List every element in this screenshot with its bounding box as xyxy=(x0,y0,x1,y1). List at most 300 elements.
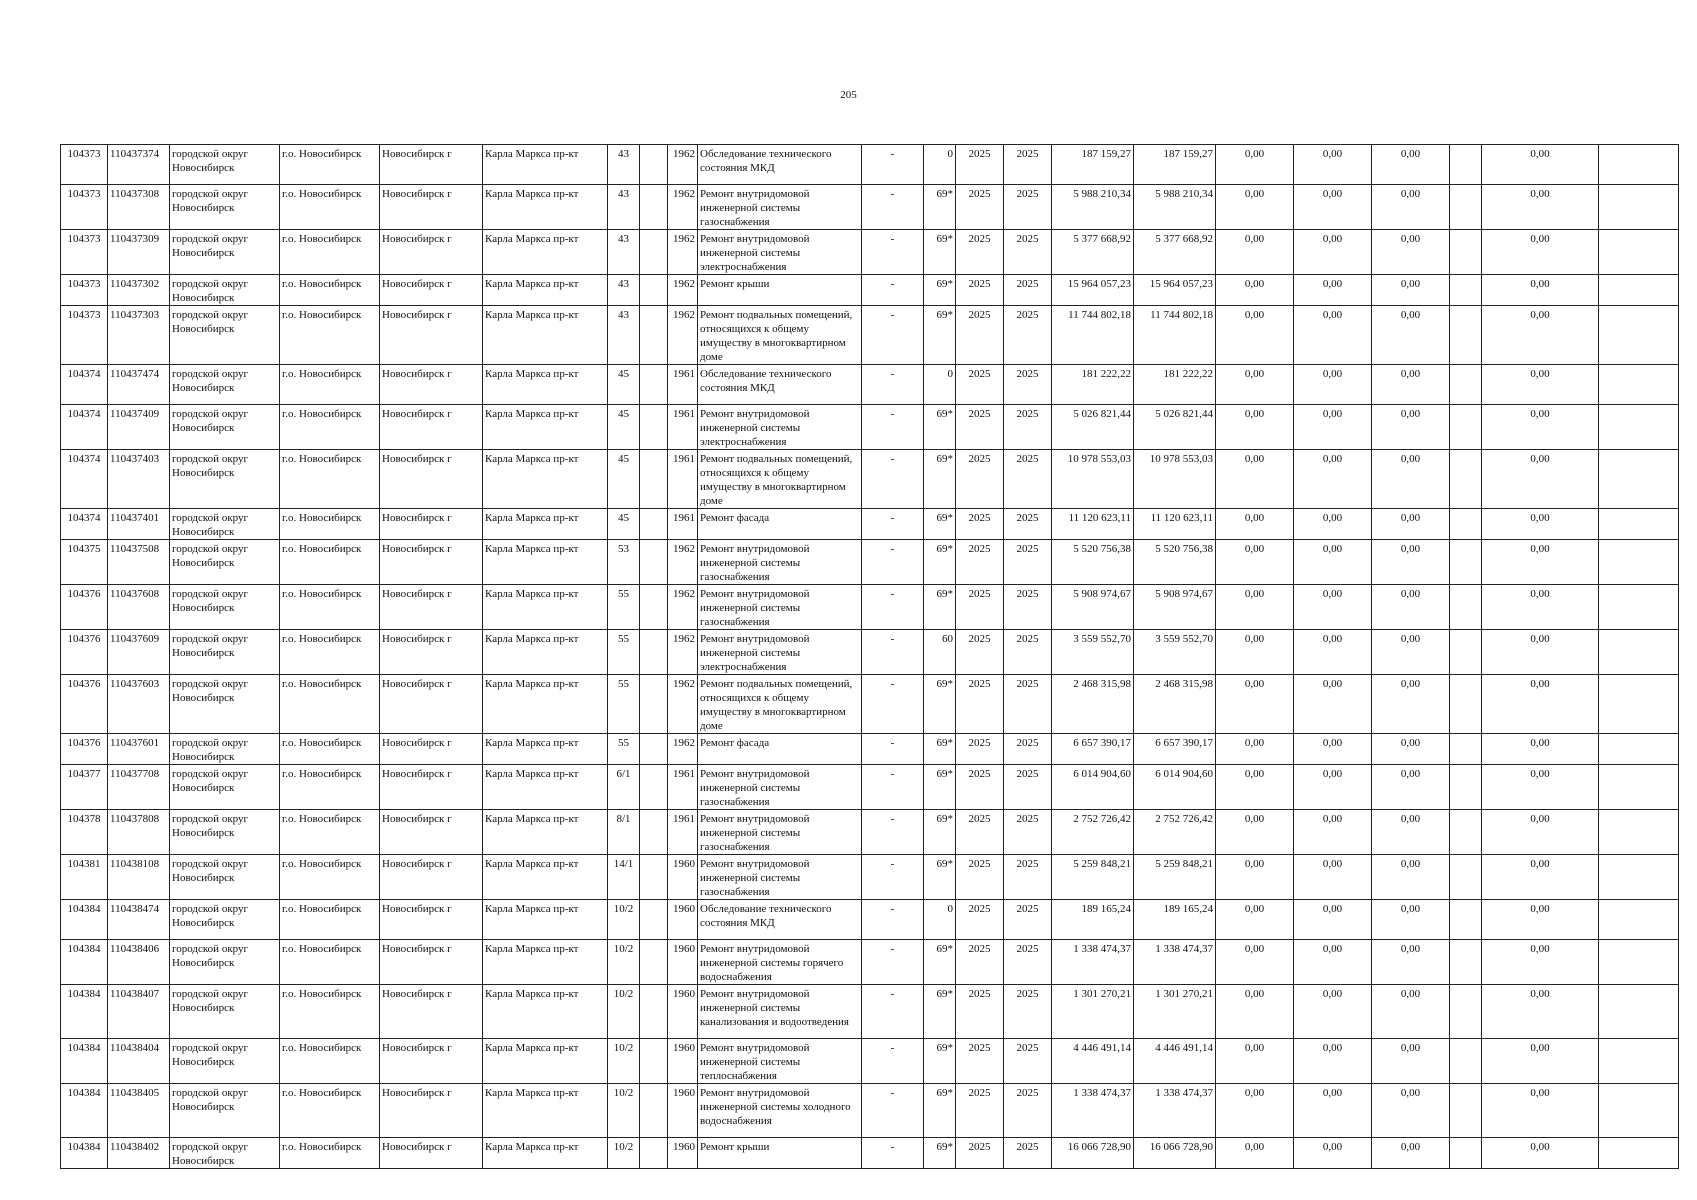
table-row xyxy=(61,1138,1679,1169)
work-type-cell: Обследование технического состояния МКД xyxy=(698,145,862,185)
work-code-cell: 110437601 xyxy=(108,734,170,765)
table-row xyxy=(61,985,1679,1039)
plan-year-start-cell: 2025 xyxy=(956,405,1004,450)
dash-cell: - xyxy=(862,855,924,900)
plan-year-start-cell: 2025 xyxy=(956,230,1004,275)
city-cell: Новосибирск г xyxy=(380,275,483,306)
source-4-cell: 0,00 xyxy=(1372,1084,1450,1138)
plan-year-start-cell: 2025 xyxy=(956,810,1004,855)
source-5-cell xyxy=(1450,675,1482,734)
dash-cell: - xyxy=(862,765,924,810)
source-4-cell: 0,00 xyxy=(1372,275,1450,306)
dash-cell: - xyxy=(862,734,924,765)
total-cost-cell: 2 752 726,42 xyxy=(1052,810,1134,855)
building-cell xyxy=(640,585,668,630)
plan-year-end-cell: 2025 xyxy=(1004,185,1052,230)
build-year-cell: 1962 xyxy=(668,275,698,306)
building-cell xyxy=(640,765,668,810)
source-7-cell xyxy=(1599,630,1679,675)
work-type-cell: Ремонт внутридомовой инженерной системы электроснабжения xyxy=(698,405,862,450)
source-4-cell: 0,00 xyxy=(1372,765,1450,810)
plan-year-start-cell: 2025 xyxy=(956,940,1004,985)
source-4-cell: 0,00 xyxy=(1372,675,1450,734)
building-cell xyxy=(640,1084,668,1138)
house-number-cell: 10/2 xyxy=(608,985,640,1039)
work-type-cell: Ремонт крыши xyxy=(698,275,862,306)
page-number: 205 xyxy=(840,89,857,101)
regional-fund-cell: 4 446 491,14 xyxy=(1134,1039,1216,1084)
source-2-cell: 0,00 xyxy=(1216,810,1294,855)
district-cell: г.о. Новосибирск xyxy=(280,230,380,275)
record-id-cell: 104377 xyxy=(61,765,108,810)
source-4-cell: 0,00 xyxy=(1372,1138,1450,1169)
table-row xyxy=(61,306,1679,365)
total-cost-cell: 1 338 474,37 xyxy=(1052,940,1134,985)
district-cell: г.о. Новосибирск xyxy=(280,1084,380,1138)
regional-fund-cell: 15 964 057,23 xyxy=(1134,275,1216,306)
build-year-cell: 1960 xyxy=(668,985,698,1039)
total-cost-cell: 6 657 390,17 xyxy=(1052,734,1134,765)
total-cost-cell: 187 159,27 xyxy=(1052,145,1134,185)
source-3-cell: 0,00 xyxy=(1294,985,1372,1039)
work-code-cell: 110438404 xyxy=(108,1039,170,1084)
source-5-cell xyxy=(1450,765,1482,810)
source-7-cell xyxy=(1599,985,1679,1039)
regional-fund-cell: 1 301 270,21 xyxy=(1134,985,1216,1039)
source-2-cell: 0,00 xyxy=(1216,985,1294,1039)
total-cost-cell: 5 908 974,67 xyxy=(1052,585,1134,630)
source-7-cell xyxy=(1599,855,1679,900)
source-6-cell: 0,00 xyxy=(1482,985,1599,1039)
record-id-cell: 104374 xyxy=(61,509,108,540)
regional-fund-cell: 181 222,22 xyxy=(1134,365,1216,405)
table-row xyxy=(61,405,1679,450)
plan-year-start-cell: 2025 xyxy=(956,306,1004,365)
source-5-cell xyxy=(1450,405,1482,450)
street-cell: Карла Маркса пр-кт xyxy=(483,1039,608,1084)
source-5-cell xyxy=(1450,855,1482,900)
street-cell: Карла Маркса пр-кт xyxy=(483,365,608,405)
street-cell: Карла Маркса пр-кт xyxy=(483,1138,608,1169)
source-7-cell xyxy=(1599,145,1679,185)
source-3-cell: 0,00 xyxy=(1294,145,1372,185)
plan-year-end-cell: 2025 xyxy=(1004,675,1052,734)
source-7-cell xyxy=(1599,900,1679,940)
source-5-cell xyxy=(1450,540,1482,585)
plan-year-start-cell: 2025 xyxy=(956,1084,1004,1138)
source-6-cell: 0,00 xyxy=(1482,230,1599,275)
plan-year-end-cell: 2025 xyxy=(1004,630,1052,675)
source-7-cell xyxy=(1599,734,1679,765)
house-number-cell: 43 xyxy=(608,306,640,365)
wear-percent-cell: 69* xyxy=(924,1039,956,1084)
table-row xyxy=(61,675,1679,734)
table-row xyxy=(61,630,1679,675)
record-id-cell: 104378 xyxy=(61,810,108,855)
plan-year-end-cell: 2025 xyxy=(1004,940,1052,985)
work-code-cell: 110437374 xyxy=(108,145,170,185)
work-type-cell: Ремонт крыши xyxy=(698,1138,862,1169)
work-code-cell: 110437508 xyxy=(108,540,170,585)
source-5-cell xyxy=(1450,450,1482,509)
source-7-cell xyxy=(1599,306,1679,365)
source-6-cell: 0,00 xyxy=(1482,1138,1599,1169)
build-year-cell: 1962 xyxy=(668,675,698,734)
record-id-cell: 104373 xyxy=(61,275,108,306)
source-6-cell: 0,00 xyxy=(1482,306,1599,365)
regional-fund-cell: 16 066 728,90 xyxy=(1134,1138,1216,1169)
build-year-cell: 1960 xyxy=(668,1039,698,1084)
work-type-cell: Ремонт внутридомовой инженерной системы электроснабжения xyxy=(698,630,862,675)
work-type-cell: Ремонт фасада xyxy=(698,734,862,765)
city-cell: Новосибирск г xyxy=(380,1138,483,1169)
record-id-cell: 104381 xyxy=(61,855,108,900)
source-3-cell: 0,00 xyxy=(1294,275,1372,306)
source-6-cell: 0,00 xyxy=(1482,855,1599,900)
street-cell: Карла Маркса пр-кт xyxy=(483,855,608,900)
source-3-cell: 0,00 xyxy=(1294,765,1372,810)
build-year-cell: 1961 xyxy=(668,810,698,855)
city-cell: Новосибирск г xyxy=(380,230,483,275)
building-cell xyxy=(640,509,668,540)
regional-fund-cell: 10 978 553,03 xyxy=(1134,450,1216,509)
street-cell: Карла Маркса пр-кт xyxy=(483,585,608,630)
wear-percent-cell: 69* xyxy=(924,405,956,450)
dash-cell: - xyxy=(862,810,924,855)
source-3-cell: 0,00 xyxy=(1294,1084,1372,1138)
dash-cell: - xyxy=(862,230,924,275)
source-7-cell xyxy=(1599,585,1679,630)
regional-fund-cell: 1 338 474,37 xyxy=(1134,940,1216,985)
dash-cell: - xyxy=(862,185,924,230)
table-row xyxy=(61,855,1679,900)
regional-fund-cell: 5 908 974,67 xyxy=(1134,585,1216,630)
district-cell: г.о. Новосибирск xyxy=(280,734,380,765)
source-4-cell: 0,00 xyxy=(1372,306,1450,365)
city-cell: Новосибирск г xyxy=(380,900,483,940)
source-5-cell xyxy=(1450,940,1482,985)
work-code-cell: 110437303 xyxy=(108,306,170,365)
city-cell: Новосибирск г xyxy=(380,675,483,734)
work-type-cell: Ремонт подвальных помещений, относящихся к общему имуществу в многоквартирном доме xyxy=(698,306,862,365)
source-3-cell: 0,00 xyxy=(1294,306,1372,365)
district-cell: г.о. Новосибирск xyxy=(280,1138,380,1169)
street-cell: Карла Маркса пр-кт xyxy=(483,734,608,765)
building-cell xyxy=(640,540,668,585)
source-6-cell: 0,00 xyxy=(1482,145,1599,185)
source-4-cell: 0,00 xyxy=(1372,985,1450,1039)
house-number-cell: 10/2 xyxy=(608,1039,640,1084)
total-cost-cell: 2 468 315,98 xyxy=(1052,675,1134,734)
total-cost-cell: 5 377 668,92 xyxy=(1052,230,1134,275)
work-type-cell: Ремонт внутридомовой инженерной системы теплоснабжения xyxy=(698,1039,862,1084)
work-type-cell: Ремонт внутридомовой инженерной системы газоснабжения xyxy=(698,185,862,230)
source-6-cell: 0,00 xyxy=(1482,450,1599,509)
district-cell: г.о. Новосибирск xyxy=(280,405,380,450)
wear-percent-cell: 60 xyxy=(924,630,956,675)
wear-percent-cell: 69* xyxy=(924,940,956,985)
city-cell: Новосибирск г xyxy=(380,306,483,365)
source-6-cell: 0,00 xyxy=(1482,585,1599,630)
source-7-cell xyxy=(1599,185,1679,230)
work-code-cell: 110437474 xyxy=(108,365,170,405)
building-cell xyxy=(640,365,668,405)
municipality-cell: городской округ Новосибирск xyxy=(170,765,280,810)
source-6-cell: 0,00 xyxy=(1482,540,1599,585)
district-cell: г.о. Новосибирск xyxy=(280,940,380,985)
source-4-cell: 0,00 xyxy=(1372,145,1450,185)
plan-year-end-cell: 2025 xyxy=(1004,405,1052,450)
record-id-cell: 104384 xyxy=(61,900,108,940)
dash-cell: - xyxy=(862,540,924,585)
table-row xyxy=(61,540,1679,585)
district-cell: г.о. Новосибирск xyxy=(280,450,380,509)
source-4-cell: 0,00 xyxy=(1372,185,1450,230)
municipality-cell: городской округ Новосибирск xyxy=(170,985,280,1039)
municipality-cell: городской округ Новосибирск xyxy=(170,855,280,900)
municipality-cell: городской округ Новосибирск xyxy=(170,365,280,405)
regional-fund-cell: 5 026 821,44 xyxy=(1134,405,1216,450)
house-number-cell: 45 xyxy=(608,365,640,405)
record-id-cell: 104384 xyxy=(61,1138,108,1169)
table-row xyxy=(61,365,1679,405)
source-2-cell: 0,00 xyxy=(1216,509,1294,540)
total-cost-cell: 1 301 270,21 xyxy=(1052,985,1134,1039)
source-2-cell: 0,00 xyxy=(1216,1084,1294,1138)
source-2-cell: 0,00 xyxy=(1216,230,1294,275)
source-6-cell: 0,00 xyxy=(1482,765,1599,810)
record-id-cell: 104376 xyxy=(61,734,108,765)
building-cell xyxy=(640,405,668,450)
wear-percent-cell: 0 xyxy=(924,900,956,940)
district-cell: г.о. Новосибирск xyxy=(280,810,380,855)
source-3-cell: 0,00 xyxy=(1294,1138,1372,1169)
house-number-cell: 10/2 xyxy=(608,900,640,940)
build-year-cell: 1962 xyxy=(668,540,698,585)
municipality-cell: городской округ Новосибирск xyxy=(170,450,280,509)
plan-year-end-cell: 2025 xyxy=(1004,765,1052,810)
source-4-cell: 0,00 xyxy=(1372,365,1450,405)
total-cost-cell: 11 744 802,18 xyxy=(1052,306,1134,365)
source-2-cell: 0,00 xyxy=(1216,1138,1294,1169)
house-number-cell: 43 xyxy=(608,230,640,275)
source-2-cell: 0,00 xyxy=(1216,675,1294,734)
street-cell: Карла Маркса пр-кт xyxy=(483,630,608,675)
plan-year-start-cell: 2025 xyxy=(956,275,1004,306)
regional-fund-cell: 11 120 623,11 xyxy=(1134,509,1216,540)
plan-year-start-cell: 2025 xyxy=(956,734,1004,765)
source-5-cell xyxy=(1450,509,1482,540)
municipality-cell: городской округ Новосибирск xyxy=(170,585,280,630)
build-year-cell: 1960 xyxy=(668,900,698,940)
work-code-cell: 110437609 xyxy=(108,630,170,675)
source-3-cell: 0,00 xyxy=(1294,900,1372,940)
source-4-cell: 0,00 xyxy=(1372,810,1450,855)
record-id-cell: 104376 xyxy=(61,630,108,675)
source-7-cell xyxy=(1599,675,1679,734)
house-number-cell: 8/1 xyxy=(608,810,640,855)
dash-cell: - xyxy=(862,275,924,306)
building-cell xyxy=(640,1039,668,1084)
record-id-cell: 104373 xyxy=(61,185,108,230)
source-5-cell xyxy=(1450,275,1482,306)
plan-year-start-cell: 2025 xyxy=(956,145,1004,185)
building-cell xyxy=(640,810,668,855)
source-7-cell xyxy=(1599,230,1679,275)
plan-year-end-cell: 2025 xyxy=(1004,1084,1052,1138)
street-cell: Карла Маркса пр-кт xyxy=(483,145,608,185)
source-4-cell: 0,00 xyxy=(1372,450,1450,509)
dash-cell: - xyxy=(862,585,924,630)
plan-year-start-cell: 2025 xyxy=(956,900,1004,940)
district-cell: г.о. Новосибирск xyxy=(280,985,380,1039)
work-code-cell: 110438406 xyxy=(108,940,170,985)
street-cell: Карла Маркса пр-кт xyxy=(483,185,608,230)
table-row xyxy=(61,1039,1679,1084)
source-5-cell xyxy=(1450,365,1482,405)
work-code-cell: 110438402 xyxy=(108,1138,170,1169)
district-cell: г.о. Новосибирск xyxy=(280,145,380,185)
house-number-cell: 10/2 xyxy=(608,1084,640,1138)
work-code-cell: 110437603 xyxy=(108,675,170,734)
source-5-cell xyxy=(1450,1138,1482,1169)
source-6-cell: 0,00 xyxy=(1482,810,1599,855)
plan-year-start-cell: 2025 xyxy=(956,630,1004,675)
work-type-cell: Ремонт внутридомовой инженерной системы газоснабжения xyxy=(698,810,862,855)
building-cell xyxy=(640,855,668,900)
house-number-cell: 10/2 xyxy=(608,1138,640,1169)
regional-fund-cell: 5 377 668,92 xyxy=(1134,230,1216,275)
regional-fund-cell: 5 988 210,34 xyxy=(1134,185,1216,230)
source-7-cell xyxy=(1599,405,1679,450)
house-number-cell: 55 xyxy=(608,630,640,675)
source-7-cell xyxy=(1599,765,1679,810)
record-id-cell: 104376 xyxy=(61,675,108,734)
source-5-cell xyxy=(1450,1084,1482,1138)
source-7-cell xyxy=(1599,540,1679,585)
regional-fund-cell: 1 338 474,37 xyxy=(1134,1084,1216,1138)
source-3-cell: 0,00 xyxy=(1294,1039,1372,1084)
source-3-cell: 0,00 xyxy=(1294,675,1372,734)
source-6-cell: 0,00 xyxy=(1482,900,1599,940)
house-number-cell: 43 xyxy=(608,185,640,230)
plan-year-end-cell: 2025 xyxy=(1004,900,1052,940)
work-type-cell: Ремонт подвальных помещений, относящихся к общему имуществу в многоквартирном доме xyxy=(698,450,862,509)
total-cost-cell: 189 165,24 xyxy=(1052,900,1134,940)
work-type-cell: Ремонт внутридомовой инженерной системы газоснабжения xyxy=(698,540,862,585)
regional-fund-cell: 2 752 726,42 xyxy=(1134,810,1216,855)
source-2-cell: 0,00 xyxy=(1216,450,1294,509)
street-cell: Карла Маркса пр-кт xyxy=(483,1084,608,1138)
city-cell: Новосибирск г xyxy=(380,985,483,1039)
building-cell xyxy=(640,450,668,509)
source-3-cell: 0,00 xyxy=(1294,734,1372,765)
source-4-cell: 0,00 xyxy=(1372,1039,1450,1084)
source-2-cell: 0,00 xyxy=(1216,405,1294,450)
dash-cell: - xyxy=(862,365,924,405)
source-6-cell: 0,00 xyxy=(1482,1084,1599,1138)
work-type-cell: Ремонт внутридомовой инженерной системы электроснабжения xyxy=(698,230,862,275)
city-cell: Новосибирск г xyxy=(380,145,483,185)
build-year-cell: 1962 xyxy=(668,185,698,230)
municipality-cell: городской округ Новосибирск xyxy=(170,734,280,765)
work-code-cell: 110437808 xyxy=(108,810,170,855)
building-cell xyxy=(640,275,668,306)
work-code-cell: 110437708 xyxy=(108,765,170,810)
wear-percent-cell: 69* xyxy=(924,1084,956,1138)
source-4-cell: 0,00 xyxy=(1372,734,1450,765)
plan-year-start-cell: 2025 xyxy=(956,585,1004,630)
table-row xyxy=(61,230,1679,275)
build-year-cell: 1961 xyxy=(668,450,698,509)
source-4-cell: 0,00 xyxy=(1372,540,1450,585)
house-number-cell: 14/1 xyxy=(608,855,640,900)
plan-year-start-cell: 2025 xyxy=(956,1039,1004,1084)
house-number-cell: 55 xyxy=(608,585,640,630)
source-3-cell: 0,00 xyxy=(1294,585,1372,630)
source-2-cell: 0,00 xyxy=(1216,540,1294,585)
district-cell: г.о. Новосибирск xyxy=(280,675,380,734)
total-cost-cell: 5 026 821,44 xyxy=(1052,405,1134,450)
source-2-cell: 0,00 xyxy=(1216,1039,1294,1084)
street-cell: Карла Маркса пр-кт xyxy=(483,810,608,855)
work-type-cell: Ремонт внутридомовой инженерной системы горячего водоснабжения xyxy=(698,940,862,985)
dash-cell: - xyxy=(862,940,924,985)
municipality-cell: городской округ Новосибирск xyxy=(170,185,280,230)
city-cell: Новосибирск г xyxy=(380,405,483,450)
table-row xyxy=(61,275,1679,306)
source-6-cell: 0,00 xyxy=(1482,405,1599,450)
wear-percent-cell: 69* xyxy=(924,675,956,734)
municipality-cell: городской округ Новосибирск xyxy=(170,810,280,855)
work-code-cell: 110437302 xyxy=(108,275,170,306)
source-2-cell: 0,00 xyxy=(1216,630,1294,675)
source-2-cell: 0,00 xyxy=(1216,855,1294,900)
dash-cell: - xyxy=(862,675,924,734)
street-cell: Карла Маркса пр-кт xyxy=(483,900,608,940)
municipality-cell: городской округ Новосибирск xyxy=(170,509,280,540)
plan-year-end-cell: 2025 xyxy=(1004,230,1052,275)
source-6-cell: 0,00 xyxy=(1482,734,1599,765)
total-cost-cell: 181 222,22 xyxy=(1052,365,1134,405)
street-cell: Карла Маркса пр-кт xyxy=(483,275,608,306)
district-cell: г.о. Новосибирск xyxy=(280,630,380,675)
wear-percent-cell: 69* xyxy=(924,765,956,810)
street-cell: Карла Маркса пр-кт xyxy=(483,985,608,1039)
plan-year-end-cell: 2025 xyxy=(1004,540,1052,585)
source-2-cell: 0,00 xyxy=(1216,275,1294,306)
municipality-cell: городской округ Новосибирск xyxy=(170,1138,280,1169)
regional-fund-cell: 6 657 390,17 xyxy=(1134,734,1216,765)
source-7-cell xyxy=(1599,940,1679,985)
city-cell: Новосибирск г xyxy=(380,509,483,540)
street-cell: Карла Маркса пр-кт xyxy=(483,230,608,275)
table-row xyxy=(61,940,1679,985)
record-id-cell: 104374 xyxy=(61,365,108,405)
source-5-cell xyxy=(1450,230,1482,275)
regional-fund-cell: 3 559 552,70 xyxy=(1134,630,1216,675)
source-6-cell: 0,00 xyxy=(1482,630,1599,675)
plan-year-start-cell: 2025 xyxy=(956,450,1004,509)
wear-percent-cell: 69* xyxy=(924,450,956,509)
house-number-cell: 55 xyxy=(608,675,640,734)
source-5-cell xyxy=(1450,306,1482,365)
record-id-cell: 104374 xyxy=(61,405,108,450)
record-id-cell: 104376 xyxy=(61,585,108,630)
house-number-cell: 6/1 xyxy=(608,765,640,810)
plan-year-start-cell: 2025 xyxy=(956,365,1004,405)
source-4-cell: 0,00 xyxy=(1372,900,1450,940)
